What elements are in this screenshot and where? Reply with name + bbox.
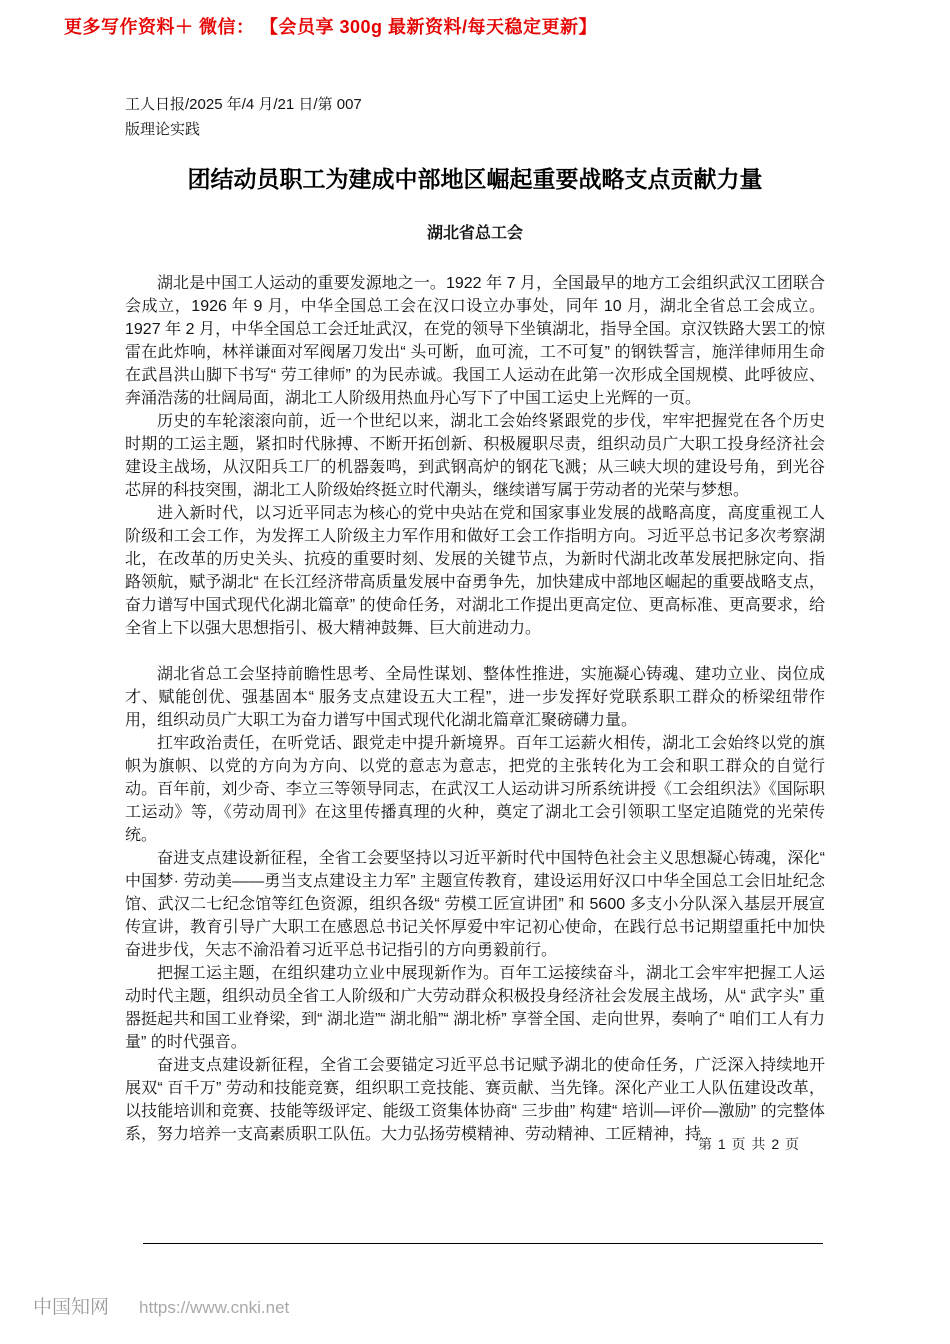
article-paragraph-5: 扛牢政治责任，在听党话、跟党走中提升新境界。百年工运薪火相传，湖北工会始终以党的旗帜为旗帜、以党的方向为方向、以党的意志为意志，把党的主张转化为工会和职工群众的自觉行动。百年前，刘少奇、李立三等领导同志，在武汉工人运动讲习所系统讲授《工会组织法》《国际职工运动》等，《劳动周刊》在这里传播真理的火种，奠定了湖北工会引领职工坚定追随党的光荣传统。 (125, 735, 825, 844)
source-line-1: 工人日报/2025 年/4 月/21 日/第 007 (125, 96, 362, 113)
article-paragraph-7: 把握工运主题，在组织建功立业中展现新作为。百年工运接续奋斗，湖北工会牢牢把握工人运动时代主题，组织动员全省工人阶级和广大劳动群众积极投身经济社会发展主战场，从“ 武字头” 重器挺起共和国工业脊梁，到“ 湖北造”“ 湖北船”“ 湖北桥” 享誉全国、走向世界，奏响了“ 咱们工人有力量” 的时代强音。 (125, 965, 825, 1051)
article-paragraph-3: 进入新时代，以习近平同志为核心的党中央站在党和国家事业发展的战略高度，高度重视工人阶级和工会工作，为发挥工人阶级主力军作用和做好工会工作指明方向。习近平总书记多次考察湖北，在改革的历史关头、抗疫的重要时刻、发展的关键节点，为新时代湖北改革发展把脉定向、指路领航，赋予湖北“ 在长江经济带高质量发展中奋勇争先，加快建成中部地区崛起的重要战略支点，奋力谱写中国式现代化湖北篇章” 的使命任务，对湖北工作提出更高定位、更高标准、更高要求，给全省上下以强大思想指引、极大精神鼓舞、巨大前进动力。 (125, 505, 825, 637)
footer-divider (143, 1243, 823, 1244)
article-author: 湖北省总工会 (426, 225, 523, 242)
source-line-2: 版理论实践 (125, 121, 201, 138)
article-paragraph-8: 奋进支点建设新征程，全省工会要锚定习近平总书记赋予湖北的使命任务，广泛深入持续地开展双“ 百千万” 劳动和技能竞赛，组织职工竞技能、赛贡献、当先锋。深化产业工人队伍建设改革，以技能培训和竞赛、技能等级评定、能级工资集体协商“ 三步曲” 构建“ 培训—评价—激励” 的完整体系，努力培养一支高素质职工队伍。大力弘扬劳模精神、劳动精神、工匠精神，持 (125, 1057, 825, 1143)
cnki-watermark (33, 1292, 289, 1319)
article-title: 团结动员职工为建成中部地区崛起重要战略支点贡献力量 (187, 166, 763, 192)
article-paragraph-2: 历史的车轮滚滚向前，近一个世纪以来，湖北工会始终紧跟党的步伐，牢牢把握党在各个历史时期的工运主题，紧扣时代脉搏、不断开拓创新、积极履职尽责，组织动员广大职工投身经济社会建设主战场，从汉阳兵工厂的机器轰鸣，到武钢高炉的钢花飞溅；从三峡大坝的建设号角，到光谷芯屏的科技突围，湖北工人阶级始终挺立时代潮头，继续谱写属于劳动者的光荣与梦想。 (125, 413, 825, 499)
cnki-url-text: https://www.cnki.net (139, 1298, 290, 1317)
article-paragraph-6: 奋进支点建设新征程，全省工会要坚持以习近平新时代中国特色社会主义思想凝心铸魂，深化“ 中国梦· 劳动美——勇当支点建设主力军” 主题宣传教育，建设运用好汉口中华全国总工会旧址纪念馆、武汉二七纪念馆等红色资源，组织各级“ 劳模工匠宣讲团” 和 5600 多支小分队深入基层开展宣传宣讲，教育引导广大职工在感恩总书记关怀厚爱中牢记初心使命，在践行总书记期望重托中加快奋进步伐，矢志不渝沿着习近平总书记指引的方向勇毅前行。 (125, 850, 825, 959)
cnki-brand-text: 中国知网 (33, 1297, 110, 1318)
article-body (125, 272, 825, 1146)
page-number-label: 第 1 页 共 2 页 (697, 1136, 800, 1152)
article-container (125, 92, 825, 1146)
article-paragraph-4: 湖北省总工会坚持前瞻性思考、全局性谋划、整体性推进，实施凝心铸魂、建功立业、岗位成才、赋能创优、强基固本“ 服务支点建设五大工程”，进一步发挥好党联系职工群众的桥梁纽带作用，组织动员广大职工为奋力谱写中国式现代化湖北篇章汇聚磅礴力量。 (125, 666, 825, 729)
article-paragraph-1: 湖北是中国工人运动的重要发源地之一。1922 年 7 月，全国最早的地方工会组织武汉工团联合会成立，1926 年 9 月，中华全国总工会在汉口设立办事处，同年 10 月，湖北全省总工会成立。1927 年 2 月，中华全国总工会迁址武汉，在党的领导下坐镇湖北，指导全国。京汉铁路大罢工的惊雷在此炸响，林祥谦面对军阀屠刀发出“ 头可断，血可流，工不可复” 的钢铁誓言，施洋律师用生命在武昌洪山脚下书写“ 劳工律师” 的为民赤诚。我国工人运动在此第一次形成全国规模、此呼彼应、奔涌浩荡的壮阔局面，湖北工人阶级用热血丹心写下了中国工运史上光辉的一页。 (125, 275, 825, 407)
promo-banner-text: 更多写作资料＋ 微信： 【会员享 300g 最新资料/每天稳定更新】 (64, 17, 598, 37)
